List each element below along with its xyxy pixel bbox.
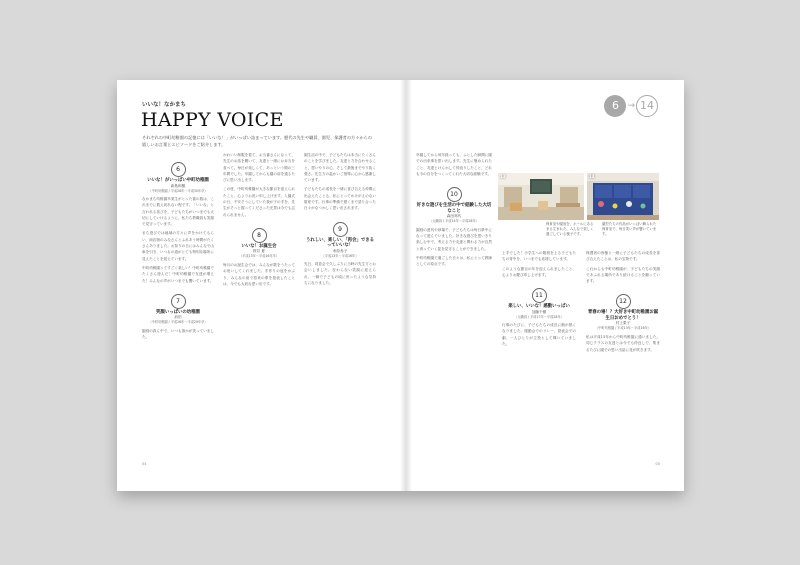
right-column-3 — [586, 250, 660, 472]
entry-number: 9 — [333, 222, 348, 237]
classroom-illustration — [498, 173, 584, 220]
photo-caption: 園児たちの作品がいっぱい飾られた保育室で、毎日笑い声が響いています。 — [602, 222, 657, 236]
entry-subtitle: （中町幼稚園 / 平成13年〜平成16年） — [595, 326, 651, 331]
entry-subtitle: （平成13年〜平成16年） — [321, 253, 359, 258]
body-paragraph: まち遊びでは地域の方々に声をかけてもらい、商店街のみなさんとふれあう時間がたくさんありました。お祭りの日にはみんなで山車を引き、いつもの道がとても特別な場所に見えたことを覚えています。 — [142, 231, 214, 261]
body-paragraph: かわいい制服を着て、お当番さんになって、先生のお話を聞いて、友達と一緒にお弁当を食べて。毎日が楽しくて、あっという間の三年間でした。卒園してからも園の前を通るたびに思い出します。 — [223, 153, 295, 183]
cubbies-illustration — [587, 173, 659, 220]
entry-author: 新島和樹 — [170, 183, 186, 188]
body-paragraph: これからも中町幼稚園が、子どもたちの笑顔であふれる場所であり続けることを願っています。 — [586, 266, 660, 284]
body-paragraph: 保護者の皆様と一緒に子どもたちの成長を喜び合えたことは、私の宝物です。 — [586, 251, 660, 262]
entry-number: 7 — [171, 294, 186, 309]
photo-caption: 保育室や園庭を、ホールにあるまる生まれた、みんなで楽しく過ごしている様子です。 — [546, 222, 594, 236]
body-paragraph: 毎月のお誕生会では、みんなが歌をうたってお祝いしてくれました。手作りの冠をかぶり、みんなの前で将来の夢を発表したことは、今でも大切な思い出です。 — [223, 262, 295, 286]
left-column-3 — [304, 152, 376, 472]
photo-classroom — [498, 173, 584, 220]
page-number-left: 04 — [142, 462, 147, 466]
body-paragraph: 行事のたびに、子どもたちの成長に胸が熱くなりました。運動会でのリレー、発表会での劇、一人ひとりが主役として輝いていました。 — [502, 323, 576, 347]
page-number-right: 05 — [655, 462, 660, 466]
entry-title: 笑顔いっぱいの幼稚園 — [156, 309, 200, 315]
body-paragraph: この度、中町幼稚園が大きな節目を迎えられたこと、心よりお祝い申し上げます。入園式の日、不安そうにしていた我が子の手を、先生がそっと握ってくださった光景は今でも忘れられません。 — [223, 187, 295, 217]
entry-author: 森田邦代 — [446, 214, 462, 219]
entry-subtitle: （平成13年〜平成16年卒） — [239, 254, 279, 259]
body-paragraph: 私は平成13年から中町幼稚園に通いました。同じクラスの友達とは今でも仲良しで、集まるたびに園での思い出話に花が咲きます。 — [586, 334, 660, 352]
left-page — [117, 80, 400, 491]
entry-11 — [502, 282, 576, 319]
entry-subtitle: （元職員 / 平成14年〜平成28年） — [429, 219, 479, 224]
entry-author: 桜井 夏 — [253, 249, 265, 254]
entry-title: 好きな遊びを生活の中で経験した大切なこと — [416, 203, 492, 214]
entry-6 — [142, 156, 214, 193]
body-paragraph: 園庭の真ん中で、いつも誰かが笑っていました。 — [142, 328, 214, 340]
body-paragraph: 先日、同窓会で久しぶりに当時の先生方とお会いしました。変わらない笑顔に迎えられ、一瞬で子どもの頃に戻ったような気持ちになりました。 — [304, 262, 376, 286]
page-title: HAPPY VOICE — [141, 109, 284, 131]
body-paragraph: 卒園してから何年経っても、ふとした瞬間に園での出来事を思い出します。先生に褒められたこと、友達とけんかして仲直りしたこと、どれも今の自分をつくってくれた大切な経験です。 — [416, 153, 492, 176]
right-column-1 — [416, 152, 492, 472]
body-paragraph: 中町幼稚園ってすごく楽しい！中町幼稚園でたくさん遊んだ！中町幼稚園で友達が増えた！みんなの声がいつまでも響いています。 — [142, 265, 214, 283]
entry-subtitle: （中町幼稚園 / 平成26年〜平成29年卒） — [148, 320, 208, 325]
entry-subtitle: （中町幼稚園 / 平成28年〜平成30年卒） — [148, 188, 208, 193]
entry-title: いいな！がいっぱい中町幼稚園 — [147, 178, 209, 183]
entry-number: 11 — [532, 288, 547, 303]
body-paragraph: このような節目の年を迎えられましたこと、心よりお慶び申し上げます。 — [502, 266, 576, 277]
photo-cubbies — [587, 173, 659, 220]
body-paragraph: なかまち幼稚園卒業生がとった賞の数は、これまでに数え切れない程です。「いいな」と言われる喜びを、子どもたちがいつまでも大切にしていけるように、私たち教職員も笑顔で見守っています。 — [142, 197, 214, 227]
body-paragraph: 中町幼稚園で過ごした日々は、私にとって教師としての原点です。 — [416, 255, 492, 267]
entry-author: 加藤千穂 — [531, 309, 547, 314]
entry-title: いいな！お誕生会 — [241, 243, 277, 249]
left-column-1 — [142, 152, 214, 472]
arrow-right-icon: → — [627, 101, 635, 111]
entry-author: 糸原寿子 — [332, 248, 348, 253]
body-paragraph: 上手でした！小学生への階段を上る子どもたちの背中を、いつまでも応援しています。 — [502, 251, 576, 262]
entry-author: 村上果子 — [615, 321, 631, 326]
entry-subtitle: （元職員 / 平成17年〜平成28年） — [514, 314, 564, 319]
entry-author: 前田 — [174, 315, 187, 320]
entry-number: 12 — [616, 294, 631, 309]
entry-title: 青春の場！？大好き中町幼稚園お誕生日おめでとう！ — [587, 310, 659, 321]
entry-8 — [223, 222, 295, 259]
page-range-tab — [604, 95, 658, 117]
tab-start-number: 6 — [604, 95, 626, 117]
right-column-2 — [502, 250, 576, 472]
body-paragraph: 子どもたちの成長を一緒に喜び合える仲間に出会えたことも、私にとってかけがえのない財産です。行事の準備で遅くまで語り合った日々がなつかしく思い出されます。 — [304, 187, 376, 211]
photo-number: 13 — [500, 174, 506, 179]
entry-12 — [586, 288, 660, 331]
body-paragraph: 園生活の中で、子どもたちは本当にたくさんのことを学びました。友達と力を合わせること、思いやりの心、そして最後までやり抜く強さ。先生方の温かいご指導に心から感謝しています。 — [304, 153, 376, 183]
entry-number: 10 — [447, 187, 462, 202]
photo-number: 14 — [589, 174, 595, 179]
left-column-2 — [223, 152, 295, 472]
tab-end-number: 14 — [636, 95, 658, 117]
section-kicker: いいな！なかまち — [142, 102, 187, 108]
entry-10 — [416, 181, 492, 224]
body-paragraph: 園庭の遊具や砂場で、子どもたちは毎日夢中になって遊んでいました。好きな遊びを思いきり楽しむ中で、考える力や友達と関わる力が自然と育っていく姿を見守ることができました。 — [416, 227, 492, 251]
entry-number: 6 — [171, 162, 186, 177]
entry-number: 8 — [252, 228, 267, 243]
lead-text: それぞれの中町幼稚園の記憶には「いいな！」がいっぱい詰まっています。歴代の先生や職員、園児、保護者の方々からの嬉しいお言葉とエピソードをご紹介します。 — [142, 135, 372, 147]
entry-title: うれしい、楽しい、「再会」できるっていいな！ — [305, 237, 375, 249]
entry-9 — [304, 216, 376, 259]
entry-7 — [142, 288, 214, 325]
right-page — [406, 80, 684, 491]
entry-title: 楽しい、いいな！感動いっぱい — [508, 304, 570, 310]
magazine-spread — [117, 80, 684, 491]
